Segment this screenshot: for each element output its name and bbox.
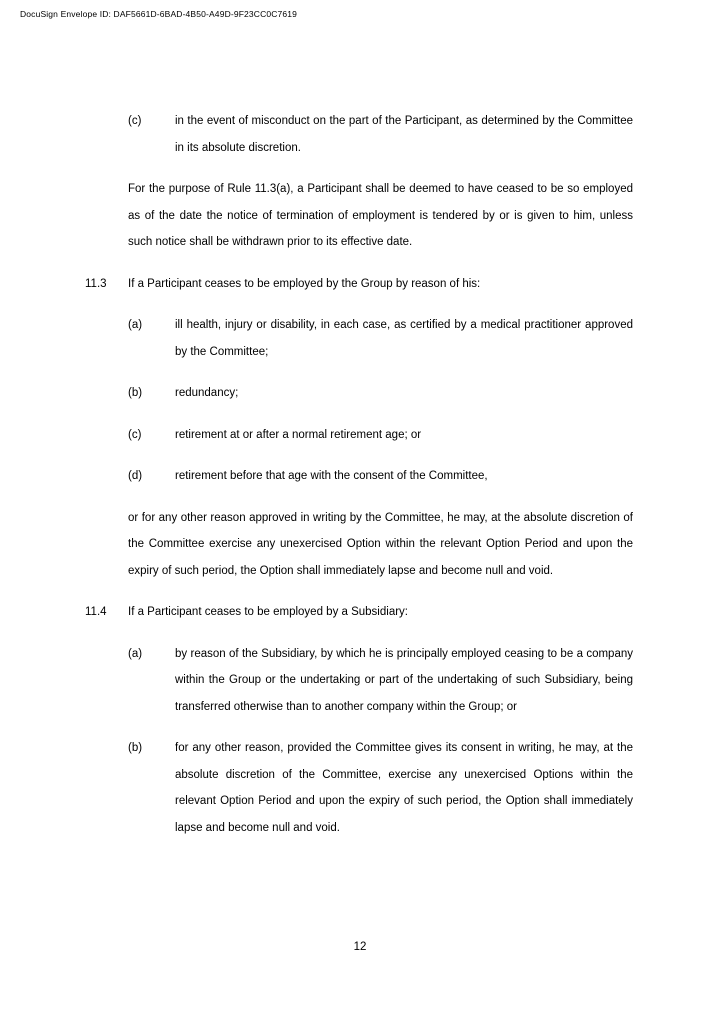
sub-item <box>128 380 633 407</box>
sub-item <box>128 108 633 161</box>
clause-11-4 <box>85 599 633 626</box>
clause-number: 11.3 <box>85 277 107 290</box>
paragraph: or for any other reason approved in writing by the Committee, he may, at the absolute discretion of the Committee exercise any unexercised Option within the relevant Option Period and upon the expiry of such period, the Option shall immediately lapse and become null and void. <box>128 511 633 577</box>
clause-text: If a Participant ceases to be employed by the Group by reason of his: <box>128 277 481 290</box>
sub-item <box>128 735 633 841</box>
sub-item-label: (d) <box>128 470 143 482</box>
sub-item-text: retirement at or after a normal retirement age; or <box>175 428 422 441</box>
sub-item-text: redundancy; <box>175 387 239 399</box>
clause-text: If a Participant ceases to be employed by a Subsidiary: <box>128 606 408 618</box>
sub-item <box>128 641 633 721</box>
sub-item-text: retirement before that age with the consent of the Committee, <box>175 470 488 482</box>
document-body <box>85 108 633 856</box>
sub-item-label: (a) <box>128 319 143 331</box>
sub-item-label: (a) <box>128 647 143 660</box>
sub-item-label: (c) <box>128 428 142 441</box>
page-number: 12 <box>353 941 367 953</box>
sub-item-text: ill health, injury or disability, in each case, as certified by a medical practitioner approved by the Committee; <box>175 319 633 358</box>
sub-item-text: in the event of misconduct on the part of the Participant, as determined by the Committee in its absolute discretion. <box>175 115 633 154</box>
sub-item-label: (b) <box>128 742 143 754</box>
sub-item-label: (c) <box>128 115 142 127</box>
sub-item-label: (b) <box>128 387 143 399</box>
sub-item <box>128 422 633 449</box>
sub-item <box>128 312 633 365</box>
clause-11-3 <box>85 271 633 298</box>
sub-item-text: for any other reason, provided the Committee gives its consent in writing, he may, at the absolute discretion of the Committee, exercise any unexercised Options within the relevant Option Period and upon the expiry of such period, the Option shall immediately lapse and become null and void. <box>175 742 633 834</box>
docusign-envelope-id: DocuSign Envelope ID: DAF5661D-6BAD-4B50-A49D-9F23CC0C7619 <box>20 9 298 19</box>
sub-item-text: by reason of the Subsidiary, by which he is principally employed ceasing to be a company within the Group or the undertaking or part of the undertaking of such Subsidiary, being transferred otherwise than to another company within the Group; or <box>175 647 633 713</box>
paragraph: For the purpose of Rule 11.3(a), a Participant shall be deemed to have ceased to be so employed as of the date the notice of termination of employment is tendered by or is given to him, unless such notice shall be withdrawn prior to its effective date. <box>128 183 633 248</box>
sub-item <box>128 463 633 490</box>
clause-number: 11.4 <box>85 606 107 618</box>
